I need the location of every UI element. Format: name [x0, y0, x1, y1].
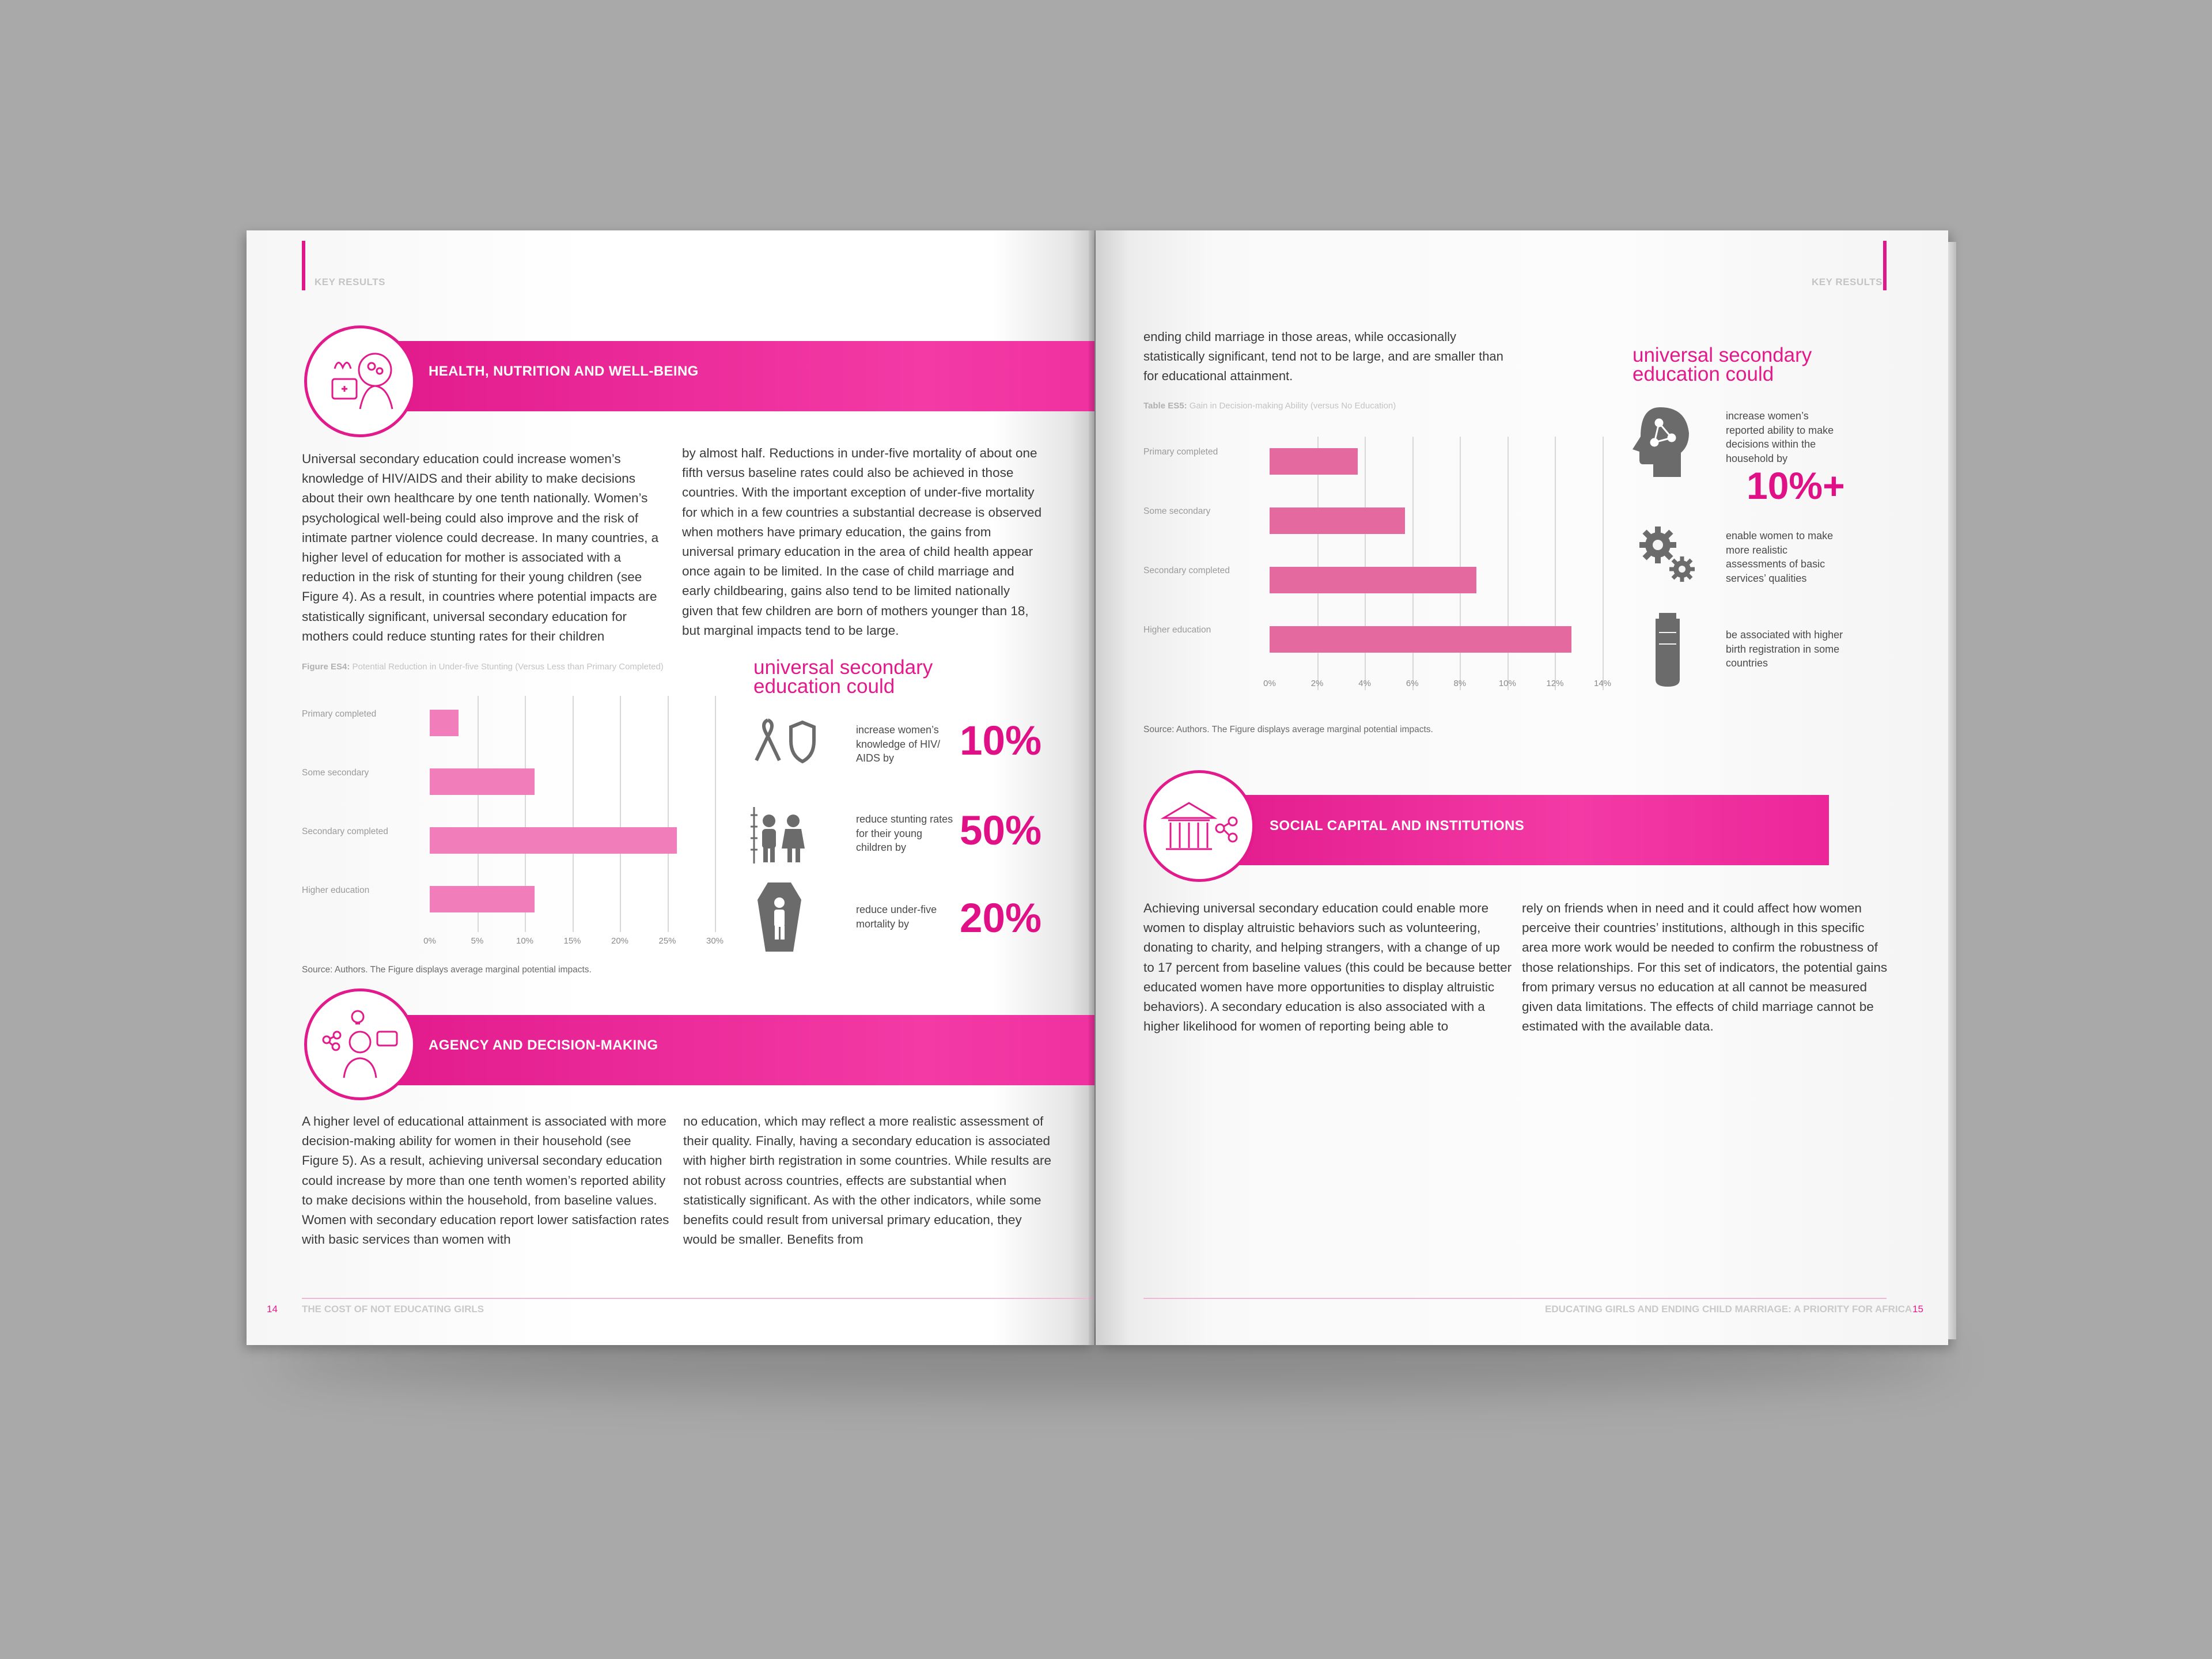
agency-text-col1: A higher level of educational attainment is associated with more decision-making ability for women in their household (see Figure 5). As a result, achieving universal secondary education could increase by more than one tenth women’s reported ability to make decisions within the household, from baseline values. Women with secondary education report lower satisfaction rates with basic services than women with: [302, 1114, 669, 1247]
callout-left-item1-value: 10%: [960, 718, 1042, 764]
category-label: Secondary completed: [302, 827, 388, 836]
coffin-child-icon: [753, 880, 805, 955]
table-es5-source: Source: Authors. The Figure displays average marginal potential impacts.: [1143, 725, 1433, 734]
callout-left-item2-text: reduce stunting rates for their young children by: [856, 813, 953, 853]
x-tick-label: 0%: [423, 936, 436, 946]
running-head: KEY RESULTS: [315, 276, 385, 287]
category-label: Primary completed: [302, 709, 377, 719]
gridline: [620, 696, 621, 932]
callout-left-item3-value: 20%: [960, 896, 1042, 941]
agency-icon-circle: [304, 988, 416, 1100]
figure-es4-source: Source: Authors. The Figure displays average marginal potential impacts.: [302, 965, 592, 975]
callout-heading-right-line1: universal secondary: [1633, 344, 1812, 366]
callout-heading-left-line1: universal secondary: [753, 656, 933, 679]
callout-right-item2-text: enable women to make more realistic assessments of basic services’ qualities: [1726, 530, 1834, 584]
children-height-icon: [751, 804, 814, 867]
callout-right-item1-text: increase women’s reported ability to make decisions within the household by: [1726, 410, 1834, 464]
section-title-social: SOCIAL CAPITAL AND INSTITUTIONS: [1270, 818, 1525, 834]
agency-text-col2: no education, which may reflect a more realistic assessment of their quality. Finally, having a secondary education is associated with higher birth registration in some countries. While results are not robust across countries, effects are substantial when statistically significant. As with the other indicators, while some benefits could result from universal primary education, they would be smaller. Benefits from: [683, 1114, 1052, 1247]
bar: [430, 886, 535, 912]
callout-left-item1-text: increase women’s knowledge of HIV/ AIDS by: [856, 724, 941, 764]
category-label: Some secondary: [1143, 506, 1211, 516]
x-tick-label: 5%: [471, 936, 484, 946]
running-head-right: KEY RESULTS: [1812, 276, 1883, 287]
gears-icon: [1636, 523, 1699, 586]
x-tick-label: 15%: [563, 936, 581, 946]
social-text-col2: rely on friends when in need and it could affect how women perceive their countries’ institutions, although in this specific area more work would be needed to confirm the robustness of those relationships. For this set of indicators, the potential gains from primary versus no education at all cannot be measured given data limitations. The effects of child marriage cannot be estimated with the available data.: [1522, 901, 1888, 1034]
gridline: [1603, 437, 1604, 690]
gridline: [668, 696, 669, 932]
bar: [1270, 567, 1476, 593]
category-label: Primary completed: [1143, 447, 1218, 457]
callout-left-item2-value: 50%: [960, 808, 1042, 854]
x-tick-label: 20%: [611, 936, 629, 946]
footer-rule-right: [1143, 1298, 1887, 1299]
x-tick-label: 6%: [1406, 679, 1419, 688]
bar: [430, 768, 535, 795]
page-number-right: 15: [1912, 1304, 1923, 1315]
x-tick-label: 4%: [1358, 679, 1371, 688]
footer-title-right: EDUCATING GIRLS AND ENDING CHILD MARRIAGE: A PRIORITY FOR AFRICA: [1545, 1304, 1912, 1315]
gridline: [573, 696, 574, 932]
bar: [1270, 448, 1358, 475]
page-stack-edge: [1948, 242, 1956, 1339]
callout-heading-right-line2: education could: [1633, 363, 1774, 385]
bar: [1270, 626, 1571, 653]
category-label: Some secondary: [302, 768, 369, 778]
x-tick-label: 14%: [1593, 679, 1612, 688]
gridline: [715, 696, 716, 932]
document-roll-icon: [1647, 609, 1688, 690]
right-intro-text: ending child marriage in those areas, while occasionally statistically significant, tend not to be large, and are smaller than for educational attainment.: [1143, 329, 1503, 383]
callout-heading-left: [753, 658, 933, 696]
footer-title-left: THE COST OF NOT EDUCATING GIRLS: [302, 1304, 484, 1315]
figure-es4-caption-text: Potential Reduction in Under-five Stunting (Versus Less than Primary Completed): [350, 662, 664, 672]
x-tick-label: 0%: [1263, 679, 1276, 688]
section-title-agency: AGENCY AND DECISION-MAKING: [429, 1037, 658, 1053]
callout-heading-left-line2: education could: [753, 675, 895, 698]
x-tick-label: 8%: [1453, 679, 1467, 688]
right-page: [1096, 230, 1948, 1345]
institution-network-icon: [1146, 773, 1252, 879]
x-tick-label: 30%: [706, 936, 724, 946]
bar: [430, 827, 677, 854]
health-text-col2: by almost half. Reductions in under-five mortality of about one fifth versus baseline rates could also be achieved in those countries. With the important exception of under-five mortality for which in a few countries a substantial decrease is observed when mothers have primary education, the gains from universal primary education in the area of child health appear once again to be limited. In the case of child marriage and early childbearing, gains also tend to be limited nationally given that few children are born of mothers younger than 18, but marginal impacts tend to be large.: [682, 446, 1042, 638]
decision-person-icon: [307, 991, 413, 1097]
category-label: Higher education: [302, 885, 370, 895]
x-tick-label: 10%: [516, 936, 534, 946]
page-number-left: 14: [267, 1304, 278, 1315]
bar: [1270, 507, 1405, 534]
callout-right-item3-text: be associated with higher birth registration in some countries: [1726, 629, 1843, 669]
x-tick-label: 10%: [1498, 679, 1516, 688]
category-label: Secondary completed: [1143, 566, 1230, 575]
ribbon-shield-icon: [751, 714, 820, 772]
figure-es4-caption-label: Figure ES4:: [302, 662, 350, 672]
callout-left-item3-text: reduce under-five mortality by: [856, 904, 937, 930]
x-tick-label: 25%: [658, 936, 676, 946]
head-network-icon: [1631, 404, 1695, 479]
x-tick-label: 12%: [1546, 679, 1564, 688]
health-text-col1: Universal secondary education could increase women’s knowledge of HIV/AIDS and their ability to make decisions about their own healthcare by one tenth nationally. Women’s psychological well-being could also improve and the risk of intimate partner violence could decrease. In many countries, a higher level of education for mother is associated with a reduction in the risk of stunting for their young children (see Figure 4). As a result, in countries where potential impacts are statistically significant, universal secondary education for mothers could reduce stunting rates for their children: [302, 452, 659, 643]
callout-heading-right: [1633, 346, 1812, 384]
table-es5-caption-text: Gain in Decision-making Ability (versus No Education): [1187, 401, 1396, 411]
footer-rule-left: [302, 1298, 1094, 1299]
x-tick-label: 2%: [1310, 679, 1324, 688]
left-page: [247, 230, 1094, 1345]
bar: [430, 710, 459, 736]
category-label: Higher education: [1143, 625, 1211, 635]
table-es5-caption-label: Table ES5:: [1143, 401, 1187, 411]
section-title-health: HEALTH, NUTRITION AND WELL-BEING: [429, 363, 699, 379]
social-text-col1: Achieving universal secondary education could enable more women to display altruistic behaviors such as volunteering, donating to charity, and helping strangers, with a change of up to 17 percent from baseline values (this could be because better educated women have more opportunities to display altruistic behaviors). A secondary education is also associated with a higher likelihood for women of reporting being able to: [1143, 901, 1512, 1034]
social-icon-circle: [1143, 770, 1255, 882]
callout-right-item1-value: 10%+: [1747, 464, 1845, 507]
